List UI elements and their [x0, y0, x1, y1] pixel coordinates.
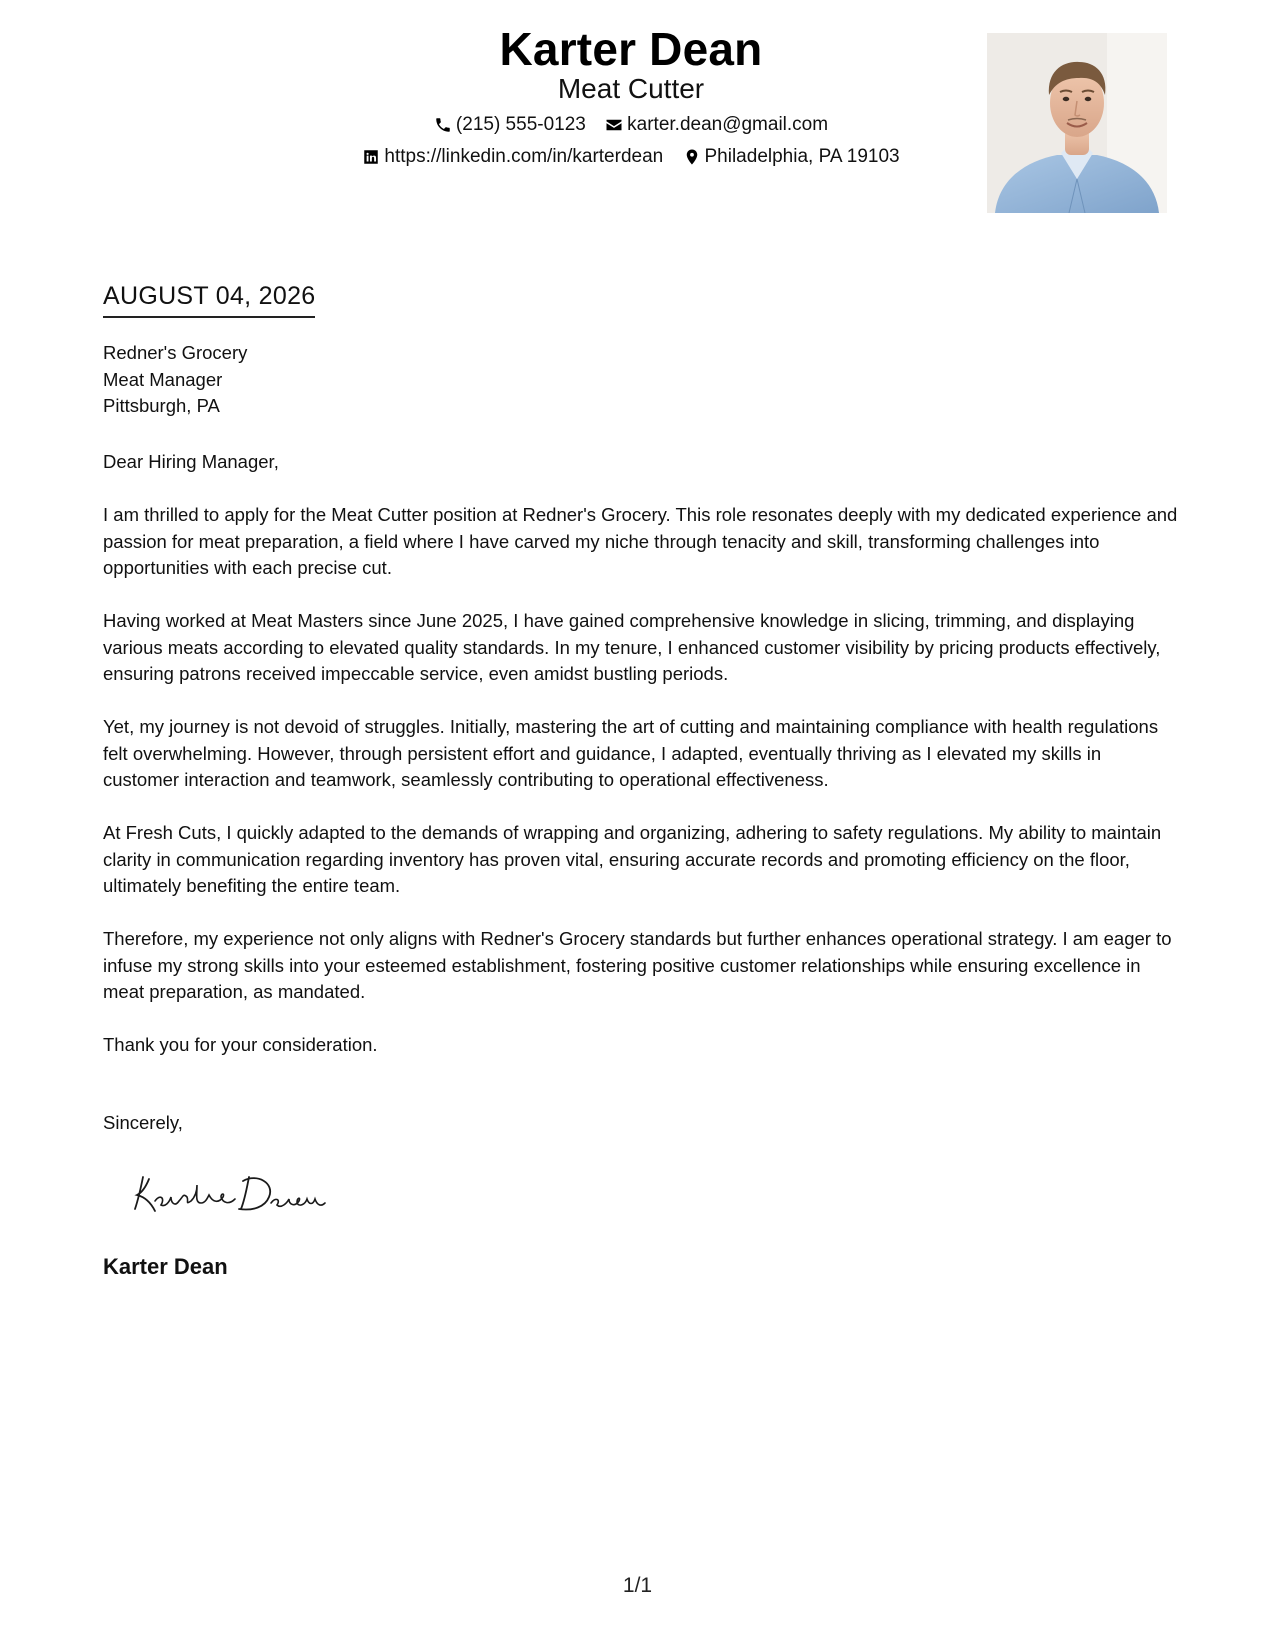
contact-email[interactable]: [605, 113, 828, 137]
candidate-name: Karter Dean: [499, 23, 763, 75]
body-paragraph: Having worked at Meat Masters since June 2025, I have gained comprehensive knowledge in slicing, trimming, and displaying various meats according to elevated quality standards. In my tenure, I enhanced customer visibility by pricing products effectively, ensuring patrons received impeccable service, even amidst bustling periods.: [103, 610, 1161, 684]
signer-name: Karter Dean: [103, 1254, 228, 1279]
letter-body: [103, 449, 1178, 1085]
portrait-illustration: [987, 33, 1167, 213]
recipient-role: Meat Manager: [103, 368, 223, 390]
linkedin-icon: [362, 148, 380, 166]
location-text: Philadelphia, PA 19103: [704, 146, 900, 167]
recipient-block: [103, 340, 247, 420]
phone-text: (215) 555-0123: [455, 114, 586, 135]
recipient-company: Redner's Grocery: [103, 342, 248, 363]
letter-date: AUGUST 04, 2026: [103, 280, 315, 318]
thank-you-line: Thank you for your consideration.: [103, 1034, 378, 1055]
contact-linkedin[interactable]: [362, 145, 663, 169]
map-pin-icon: [683, 148, 701, 166]
recipient-location: Pittsburgh, PA: [103, 395, 220, 416]
envelope-icon: [605, 116, 623, 134]
profile-photo: [987, 33, 1167, 213]
salutation: Dear Hiring Manager,: [103, 451, 279, 472]
email-text[interactable]: karter.dean@gmail.com: [627, 114, 829, 135]
phone-icon: [434, 116, 452, 134]
body-paragraph: Yet, my journey is not devoid of struggles. Initially, mastering the art of cutting and maintaining compliance with health regulations felt overwhelming. However, through persistent effort and guidance, I adapted, eventually thriving as I elevated my skills in customer interaction and teamwork, seamlessly contributing to operational effectiveness.: [103, 716, 1159, 790]
body-paragraph: I am thrilled to apply for the Meat Cutter position at Redner's Grocery. This role resonates deeply with my dedicated experience and passion for meat preparation, a field where I have carved my niche through tenacity and skill, transforming challenges into opportunities with each precise cut.: [103, 504, 1178, 578]
contact-location: [683, 145, 900, 169]
signature-drawing: [125, 1163, 345, 1223]
resume-header: [0, 0, 1275, 230]
page-number: 1/1: [622, 1574, 653, 1597]
job-title: Meat Cutter: [557, 73, 705, 104]
body-paragraph: Therefore, my experience not only aligns with Redner's Grocery standards but further enhances operational strategy. I am eager to infuse my strong skills into your esteemed establishment, fostering positive customer relationships while ensuring excellence in meat preparation, as mandated.: [103, 928, 1172, 1002]
linkedin-text[interactable]: https://linkedin.com/in/karterdean: [384, 146, 664, 167]
contact-phone: [434, 113, 586, 137]
closing-line: Sincerely,: [103, 1112, 183, 1133]
handwritten-signature: [125, 1163, 345, 1223]
body-paragraph: At Fresh Cuts, I quickly adapted to the demands of wrapping and organizing, adhering to safety regulations. My ability to maintain clarity in communication regarding inventory has proven vital, ensuring accurate records and promoting efficiency on the floor, ultimately benefiting the entire team.: [103, 822, 1162, 896]
